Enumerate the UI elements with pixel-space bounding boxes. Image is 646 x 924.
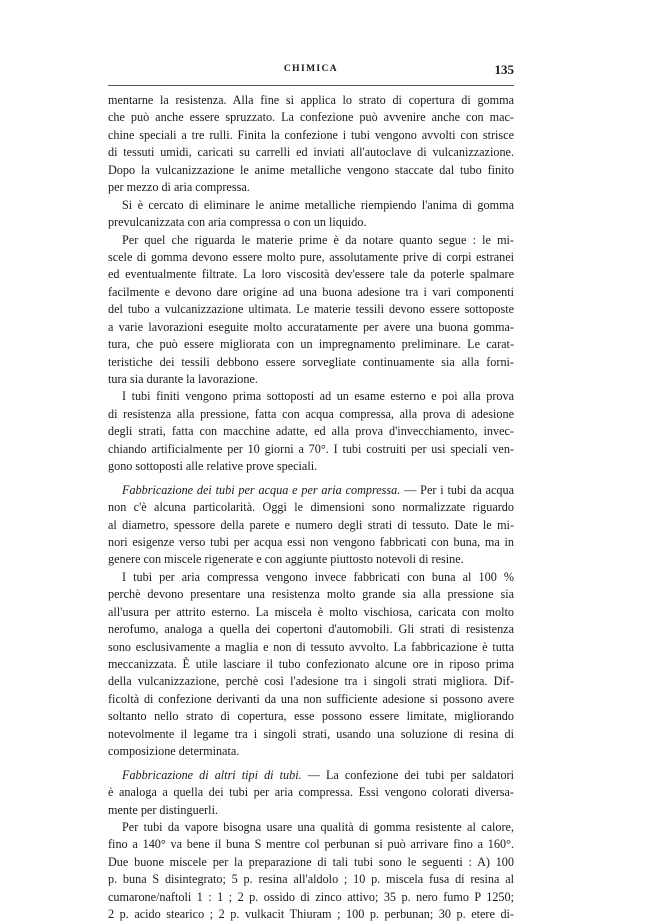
text-line: Due buone miscele per la preparazione di tali tubi sono le seguenti : A) 100 — [108, 854, 514, 869]
text-line: tura sia durante la lavorazione. — [108, 372, 258, 386]
page-number: 135 — [494, 62, 514, 77]
text-line: chine speciali a tre rulli. Finita la confezione i tubi vengono avvolti con strisce — [108, 127, 514, 142]
text-line: a varie lavorazioni eseguite molto accuratamente per avere una buona gomma- — [108, 319, 514, 334]
text-line: è analoga a quella dei tubi per aria compressa. Essi vengono colorati diversa- — [108, 785, 514, 800]
text-line: facilmente e devono dare origine ad una buona adesione tra i vari componenti — [108, 284, 514, 299]
text-line: non c'è alcuna particolarità. Oggi le dimensioni sono normalizzate riguardo — [108, 500, 514, 515]
text-line: Per tubi da vapore bisogna usare una qualità di gomma resistente al calore, — [122, 819, 514, 834]
text-line: prevulcanizzata con aria compressa o con un liquido. — [108, 215, 367, 230]
line-text: — Per i tubi da acqua — [404, 482, 515, 497]
text-line: I tubi per aria compressa vengono invece fabbricati con buna al 100 % — [122, 569, 514, 584]
text-line: soltanto nello strato di copertura, esse possono essere limitate, migliorando — [108, 709, 514, 724]
running-title: CHIMICA — [283, 64, 339, 74]
text-line: mentarne la resistenza. Alla fine si applica lo strato di copertura di gomma — [108, 93, 514, 107]
text-line: notevolmente il legame tra i singoli strati, usando una soluzione di resina di — [108, 726, 514, 741]
text-line: nerofumo, analoga a quella dei copertoni d'automobili. Gli strati di resistenza — [108, 622, 514, 637]
header-rule — [108, 85, 514, 86]
text-line — [108, 482, 514, 499]
text-line: che può anche essere spruzzato. La confezione può avvenire anche con mac- — [108, 110, 514, 125]
text-line: per mezzo di aria compressa. — [108, 180, 250, 195]
text-line — [108, 767, 514, 784]
text-line: p. buna S disintegrato; 5 p. resina all'aldolo ; 10 p. miscela fusa di resina al — [108, 872, 514, 887]
text-line: mente per distinguerli. — [108, 802, 218, 817]
text-line: meccanizzata. È utile lasciare il tubo confezionato alcune ore in riposo prima — [108, 657, 514, 671]
text-line: fino a 140° va bene il buna S mentre col perbunan si può arrivare fino a 160°. — [108, 837, 514, 852]
text-line: del tubo a vulcanizzazione ultimata. Le materie tessili devono essere sottoposte — [108, 302, 514, 317]
line-text: — La confezione dei tubi per saldatori — [307, 767, 515, 782]
text-line: 2 p. acido stearico ; 2 p. vulkacit Thiuram ; 100 p. perbunan; 30 p. etere di- — [108, 907, 514, 922]
text-line: degli strati, fatta con macchine adatte, ed alla prova d'invecchiamento, invec- — [108, 424, 514, 439]
body-text — [108, 92, 514, 924]
running-head — [108, 64, 514, 82]
text-line: ed eventualmente filtrate. La loro viscosità dev'essere tale da poterle spalmare — [108, 267, 514, 282]
text-line: Dopo la vulcanizzazione le anime metalliche vengono staccate dal tubo finito — [108, 162, 514, 177]
text-line: gono sottoposti alle relative prove speciali. — [108, 459, 318, 474]
text-line: ficoltà di confezione derivanti da una non sufficiente adesione si possono avere — [108, 691, 514, 706]
text-line: scele di gomma devono essere molto pure, assolutamente prive di corpi estranei — [108, 249, 514, 264]
text-line: I tubi finiti vengono prima sottoposti ad un esame esterno e poi alla prova — [122, 389, 514, 404]
text-line: perchè devono presentare una resistenza molto grande sia alla pressione sia — [108, 587, 514, 602]
text-line: della vulcanizzazione, perchè così l'adesione tra i singoli strati migliora. Dif- — [108, 674, 514, 689]
text-line: Per quel che riguarda le materie prime è da notare quanto segue : le mi- — [122, 232, 514, 247]
text-line: all'usura per attrito esterno. La miscela è molto vischiosa, caricata con molto — [108, 604, 514, 619]
section-heading: Fabbricazione di altri tipi di tubi. — [122, 767, 302, 782]
text-line: di tessuti umidi, caricati su carrelli ed inviati all'autoclave di vulcanizzazione. — [108, 145, 514, 160]
text-line: sono esclusivamente a maglia e non di tessuto avvolto. La fabbricazione è tutta — [108, 639, 514, 654]
text-line: teristiche dei tessili debbono essere sorvegliate continuamente sia alla forni- — [108, 354, 514, 369]
text-line: nori esigenze verso tubi per acqua essi non vengono fabbricati con buna, ma in — [108, 534, 514, 549]
section-heading: Fabbricazione dei tubi per acqua e per aria compressa. — [122, 482, 401, 497]
text-line: cumarone/naftoli 1 : 1 ; 2 p. ossido di zinco attivo; 35 p. nero fumo P 1250; — [108, 889, 514, 904]
text-line: Si è cercato di eliminare le anime metalliche riempiendo l'anima di gomma — [122, 197, 514, 212]
text-line: composizione determinata. — [108, 744, 240, 759]
text-line: al diametro, spessore della parete e numero degli strati di tessuto. Date le mi- — [108, 517, 514, 532]
text-line: di resistenza alla pressione, fatta con acqua compressa, alla prova di adesione — [108, 406, 514, 421]
text-line: genere con miscele rigenerate e con aggiunte piuttosto notevoli di resine. — [108, 552, 464, 567]
text-line: chiando artificialmente per 10 giorni a 70°. I tubi costruiti per usi speciali ven- — [108, 441, 514, 456]
text-line: tura, che può essere migliorata con un impregnamento preliminare. Le carat- — [108, 337, 514, 352]
